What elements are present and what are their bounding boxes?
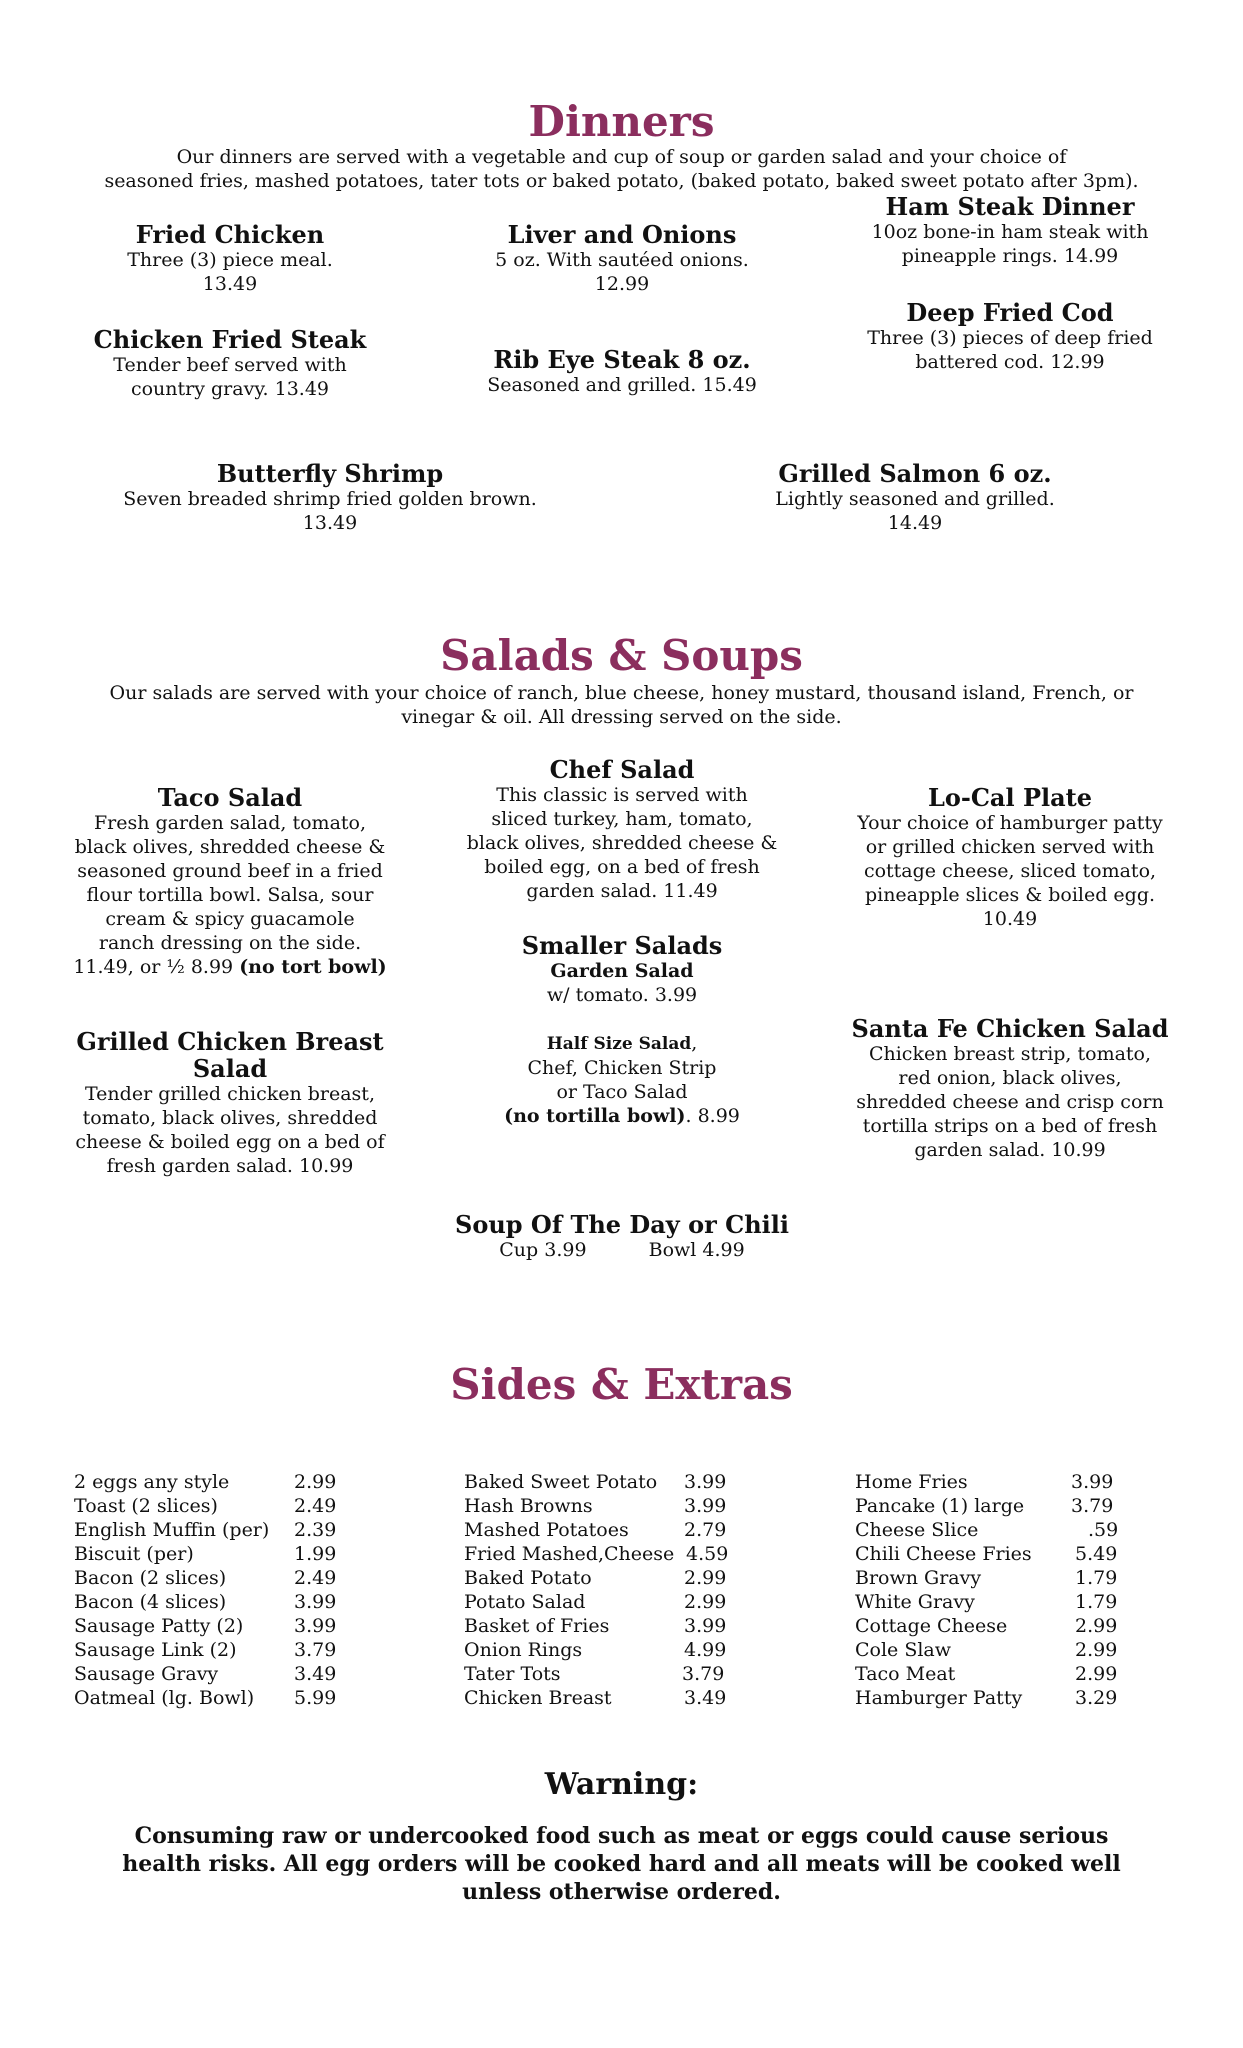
warning-title: Warning: xyxy=(544,1767,699,1802)
side-item: Onion Rings 4.99 xyxy=(464,1639,727,1661)
side-item: Toast (2 slices) 2.49 xyxy=(74,1495,337,1517)
sides-column-1 xyxy=(74,1470,374,1710)
warning-text: Consuming raw or undercooked food such as meat or eggs could cause serious health risks. All egg orders will be cooked hard and all meats will be cooked well unless otherwise ordered. xyxy=(122,1823,1121,1905)
side-item: Hamburger Patty 3.29 xyxy=(855,1687,1118,1709)
menu-item-rib-eye: Rib Eye Steak 8 oz. Seasoned and grilled. 15.49 xyxy=(487,345,757,396)
side-item: Sausage Patty (2) 3.99 xyxy=(74,1615,337,1637)
sides-column-2 xyxy=(464,1470,764,1710)
side-item: Biscuit (per) 1.99 xyxy=(74,1543,337,1565)
side-item: Cole Slaw 2.99 xyxy=(855,1639,1118,1661)
menu-item-soup-chili: Soup Of The Day or Chili Cup 3.99 Bowl 4.99 xyxy=(454,1210,790,1261)
menu-item-fried-chicken: Fried Chicken Three (3) piece meal. 13.49 xyxy=(127,220,333,295)
menu-item-smaller-salads: Smaller Salads Garden Salad w/ tomato. 3.99 Half Size Salad, Chef, Chicken Strip or Taco Salad (no tortilla bowl). 8.99 xyxy=(504,931,740,1127)
side-item: Bacon (4 slices) 3.99 xyxy=(74,1591,337,1613)
side-item: Fried Mashed,Cheese 4.59 xyxy=(464,1543,729,1565)
menu-item-liver-onions: Liver and Onions 5 oz. With sautéed onions. 12.99 xyxy=(495,220,749,295)
side-item: Home Fries 3.99 xyxy=(855,1471,1114,1493)
side-item: Cheese Slice .59 xyxy=(855,1519,1119,1541)
side-item: Taco Meat 2.99 xyxy=(855,1663,1118,1685)
side-item: Chicken Breast 3.49 xyxy=(464,1687,727,1709)
menu-item-ham-steak: Ham Steak Dinner 10oz bone-in ham steak with pineapple rings. 14.99 xyxy=(871,192,1149,267)
side-item: Chili Cheese Fries 5.49 xyxy=(855,1543,1118,1565)
menu-item-lo-cal-plate: Lo-Cal Plate Your choice of hamburger patty or grilled chicken served with cottage cheese, sliced tomato, pineapple slices & boiled egg. 10.49 xyxy=(857,783,1163,930)
salads-intro: Our salads are served with your choice of ranch, blue cheese, honey mustard, thousand island, French, or vinegar & oil. All dressing served on the side. xyxy=(109,682,1134,728)
side-item: English Muffin (per) 2.39 xyxy=(74,1519,337,1541)
side-item: Sausage Link (2) 3.79 xyxy=(74,1639,337,1661)
side-item: Hash Browns 3.99 xyxy=(464,1495,727,1517)
menu-item-grilled-salmon: Grilled Salmon 6 oz. Lightly seasoned and grilled. 14.49 xyxy=(775,459,1055,534)
menu-item-deep-fried-cod: Deep Fried Cod Three (3) pieces of deep fried battered cod. 12.99 xyxy=(867,298,1153,373)
side-item: White Gravy 1.79 xyxy=(855,1591,1118,1613)
sides-column-3 xyxy=(855,1470,1155,1710)
sides-title: Sides & Extras xyxy=(450,1360,793,1409)
side-item: Brown Gravy 1.79 xyxy=(855,1567,1118,1589)
side-item: Baked Potato 2.99 xyxy=(464,1567,727,1589)
side-item: Pancake (1) large 3.79 xyxy=(855,1495,1114,1517)
side-item: Potato Salad 2.99 xyxy=(464,1591,727,1613)
side-item: 2 eggs any style 2.99 xyxy=(74,1471,337,1493)
menu-item-grilled-chicken-salad: Grilled Chicken Breast Salad Tender grilled chicken breast, tomato, black olives, shredded cheese & boiled egg on a bed of fresh garden salad. 10.99 xyxy=(75,1027,385,1177)
side-item: Sausage Gravy 3.49 xyxy=(74,1663,337,1685)
side-item: Basket of Fries 3.99 xyxy=(464,1615,727,1637)
menu-item-chef-salad: Chef Salad This classic is served with sliced turkey, ham, tomato, black olives, shredded cheese & boiled egg, on a bed of fresh garden salad. 11.49 xyxy=(466,755,778,902)
side-item: Cottage Cheese 2.99 xyxy=(855,1615,1118,1637)
side-item: Baked Sweet Potato 3.99 xyxy=(464,1471,727,1493)
side-item: Mashed Potatoes 2.79 xyxy=(464,1519,727,1541)
side-item: Bacon (2 slices) 2.49 xyxy=(74,1567,337,1589)
salads-title: Salads & Soups xyxy=(440,631,803,680)
menu-item-butterfly-shrimp: Butterfly Shrimp Seven breaded shrimp fried golden brown. 13.49 xyxy=(123,459,537,534)
menu-item-chicken-fried-steak: Chicken Fried Steak Tender beef served with country gravy. 13.49 xyxy=(93,325,367,400)
side-item: Oatmeal (lg. Bowl) 5.99 xyxy=(74,1687,337,1709)
menu-item-taco-salad: Taco Salad Fresh garden salad, tomato, black olives, shredded cheese & seasoned ground beef in a fried flour tortilla bowl. Salsa, sour cream & spicy guacamole ranch dressing on the side. 11.49, or ½ 8.99 (no tort bowl) xyxy=(73,783,387,978)
menu-item-santa-fe-salad: Santa Fe Chicken Salad Chicken breast strip, tomato, red onion, black olives, shredded cheese and crisp corn tortilla strips on a bed of fresh garden salad. 10.99 xyxy=(851,1014,1169,1161)
dinners-title: Dinners xyxy=(528,97,715,146)
side-item: Tater Tots 3.79 xyxy=(464,1663,725,1685)
dinners-intro: Our dinners are served with a vegetable and cup of soup or garden salad and your choice of seasoned fries, mashed potatoes, tater tots or baked potato, (baked potato, baked sweet potato after 3pm). xyxy=(104,146,1139,192)
